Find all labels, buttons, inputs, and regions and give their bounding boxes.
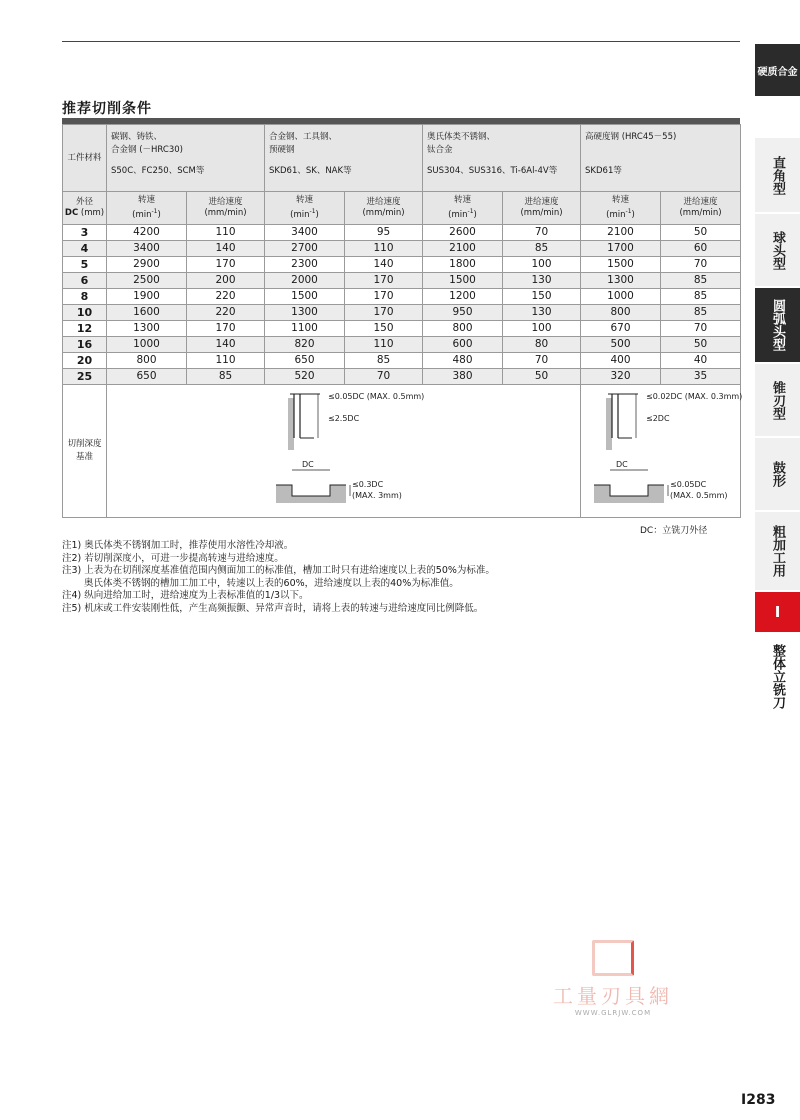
feed-cell: 70	[503, 353, 581, 369]
feed-cell: 70	[661, 257, 741, 273]
feed-cell: 200	[187, 273, 265, 289]
speed-cell: 1700	[581, 241, 661, 257]
feed-cell: 100	[503, 257, 581, 273]
tab-taper[interactable]: 锥刃型	[755, 364, 800, 436]
speed-cell: 650	[265, 353, 345, 369]
hard-slot-dc-label: DC	[616, 460, 628, 469]
speed-cell: 1000	[581, 289, 661, 305]
speed-cell: 1300	[581, 273, 661, 289]
speed-cell: 2500	[107, 273, 187, 289]
material-col-2: 合金钢、工具钢、 预硬钢 SKD61、SK、NAK等	[265, 125, 423, 192]
feed-cell: 110	[345, 241, 423, 257]
data-body	[63, 225, 741, 385]
feed-cell: 130	[503, 273, 581, 289]
std-slot-depth-label: ≤0.3DC	[352, 480, 384, 489]
feed-cell: 140	[187, 241, 265, 257]
speed-header: 转速 $(\min^{-1})$	[265, 192, 345, 225]
speed-cell: 400	[581, 353, 661, 369]
feed-cell: 40	[661, 353, 741, 369]
tab-carbide[interactable]: 硬质合金	[755, 44, 800, 96]
top-rule	[62, 41, 740, 42]
speed-cell: 800	[423, 321, 503, 337]
dc-cell: 12	[63, 321, 107, 337]
speed-cell: 2100	[581, 225, 661, 241]
material-col-1: 碳钢、铸铁、 合金钢 (－HRC30) S50C、FC250、SCM等	[107, 125, 265, 192]
table-row	[63, 241, 741, 257]
header-row	[63, 192, 741, 225]
speed-cell: 3400	[107, 241, 187, 257]
tab-section-i[interactable]: I	[755, 592, 800, 632]
speed-cell: 320	[581, 369, 661, 385]
feed-cell: 170	[187, 321, 265, 337]
speed-cell: 480	[423, 353, 503, 369]
note-3-cont: 奥氏体类不锈钢的槽加工加工中，转速以上表的60%，进给速度以上表的40%为标准值。	[62, 577, 459, 589]
feed-cell: 50	[503, 369, 581, 385]
note-5: 注5) 机床或工件安装刚性低，产生高频振颤、异常声音时，请将上表的转速与进给速度同比例降低。	[62, 602, 484, 614]
speed-cell: 2700	[265, 241, 345, 257]
table-row	[63, 225, 741, 241]
speed-header: 转速 $(\min^{-1})$	[581, 192, 661, 225]
tab-roughing[interactable]: 粗加工用	[755, 512, 800, 590]
dc-cell: 25	[63, 369, 107, 385]
speed-header: 转速 $(\min^{-1})$	[423, 192, 503, 225]
speed-cell: 2300	[265, 257, 345, 273]
speed-cell: 1600	[107, 305, 187, 321]
speed-cell: 3400	[265, 225, 345, 241]
feed-cell: 85	[503, 241, 581, 257]
watermark: 工量刃具網 WWW.GLRJW.COM	[538, 940, 688, 1017]
speed-cell: 800	[107, 353, 187, 369]
feed-cell: 85	[661, 273, 741, 289]
feed-cell: 80	[503, 337, 581, 353]
speed-cell: 500	[581, 337, 661, 353]
speed-cell: 4200	[107, 225, 187, 241]
feed-cell: 220	[187, 289, 265, 305]
material-col-3: 奥氏体类不锈钢、 钛合金 SUS304、SUS316、Ti-6Al-4V等	[423, 125, 581, 192]
speed-cell: 820	[265, 337, 345, 353]
page-number: I283	[741, 1092, 776, 1108]
feed-header: 进给速度 (mm/min)	[503, 192, 581, 225]
hard-side-depth-label: ≤0.02DC (MAX. 0.3mm)	[646, 392, 743, 401]
speed-cell: 2100	[423, 241, 503, 257]
tab-ball[interactable]: 球头型	[755, 214, 800, 286]
tab-square[interactable]: 直角型	[755, 138, 800, 212]
feed-cell: 85	[187, 369, 265, 385]
feed-cell: 110	[345, 337, 423, 353]
table-row	[63, 337, 741, 353]
feed-cell: 70	[345, 369, 423, 385]
speed-cell: 2900	[107, 257, 187, 273]
dc-cell: 16	[63, 337, 107, 353]
dc-header: 外径 DC (mm)	[63, 192, 107, 225]
notes	[62, 540, 495, 615]
std-side-height-label: ≤2.5DC	[328, 414, 360, 423]
tab-solid-endmill: 整体立铣刀	[755, 636, 800, 716]
table-row	[63, 369, 741, 385]
feed-cell: 140	[345, 257, 423, 273]
speed-cell: 950	[423, 305, 503, 321]
speed-cell: 1500	[581, 257, 661, 273]
speed-cell: 800	[581, 305, 661, 321]
feed-cell: 50	[661, 225, 741, 241]
feed-cell: 170	[345, 289, 423, 305]
feed-header: 进给速度 (mm/min)	[187, 192, 265, 225]
feed-cell: 150	[345, 321, 423, 337]
speed-cell: 1900	[107, 289, 187, 305]
material-label: 工件材料	[63, 125, 107, 192]
table-row	[63, 353, 741, 369]
feed-header: 进给速度 (mm/min)	[345, 192, 423, 225]
feed-cell: 170	[187, 257, 265, 273]
feed-cell: 85	[661, 305, 741, 321]
note-2: 注2) 若切削深度小，可进一步提高转速与进给速度。	[62, 552, 284, 564]
speed-cell: 650	[107, 369, 187, 385]
feed-cell: 85	[661, 289, 741, 305]
speed-cell: 2600	[423, 225, 503, 241]
dc-cell: 5	[63, 257, 107, 273]
dc-cell: 4	[63, 241, 107, 257]
std-side-depth-label: ≤0.05DC (MAX. 0.5mm)	[328, 392, 425, 401]
feed-cell: 110	[187, 225, 265, 241]
feed-header: 进给速度 (mm/min)	[661, 192, 741, 225]
speed-cell: 1500	[423, 273, 503, 289]
speed-cell: 1800	[423, 257, 503, 273]
feed-cell: 85	[345, 353, 423, 369]
watermark-logo-icon	[592, 940, 634, 976]
dc-cell: 6	[63, 273, 107, 289]
feed-cell: 170	[345, 305, 423, 321]
tab-radius[interactable]: 圆弧头型	[755, 288, 800, 362]
speed-cell: 1500	[265, 289, 345, 305]
speed-cell: 2000	[265, 273, 345, 289]
table-row	[63, 273, 741, 289]
speed-cell: 600	[423, 337, 503, 353]
section-title: 推荐切削条件	[62, 101, 152, 117]
speed-cell: 670	[581, 321, 661, 337]
speed-cell: 380	[423, 369, 503, 385]
speed-cell: 520	[265, 369, 345, 385]
std-slot-dc-label: DC	[302, 460, 314, 469]
feed-cell: 100	[503, 321, 581, 337]
depth-label: 切削深度 基准	[63, 385, 107, 518]
feed-cell: 70	[661, 321, 741, 337]
dc-cell: 10	[63, 305, 107, 321]
tab-barrel[interactable]: 鼓形	[755, 438, 800, 510]
speed-cell: 1100	[265, 321, 345, 337]
feed-cell: 110	[187, 353, 265, 369]
dc-note: DC：立铣刀外径	[640, 526, 708, 536]
feed-cell: 130	[503, 305, 581, 321]
feed-cell: 35	[661, 369, 741, 385]
note-3: 注3) 上表为在切削深度基准值范围内侧面加工的标准值，槽加工时只有进给速度以上表的50%为标准。	[62, 565, 495, 576]
feed-cell: 95	[345, 225, 423, 241]
feed-cell: 70	[503, 225, 581, 241]
speed-cell: 1000	[107, 337, 187, 353]
note-4: 注4) 纵向进给加工时，进给速度为上表标准值的1/3以下。	[62, 590, 309, 601]
feed-cell: 220	[187, 305, 265, 321]
feed-cell: 60	[661, 241, 741, 257]
dc-cell: 20	[63, 353, 107, 369]
dc-cell: 3	[63, 225, 107, 241]
feed-cell: 140	[187, 337, 265, 353]
std-slot-max-label: (MAX. 3mm)	[352, 491, 402, 500]
speed-header: 转速 $(\min^{-1})$	[107, 192, 187, 225]
table-row	[63, 289, 741, 305]
speed-cell: 1300	[265, 305, 345, 321]
table-row	[63, 321, 741, 337]
speed-cell: 1200	[423, 289, 503, 305]
table-row	[63, 305, 741, 321]
hard-slot-max-label: (MAX. 0.5mm)	[670, 491, 728, 500]
material-row	[63, 125, 741, 192]
dc-cell: 8	[63, 289, 107, 305]
feed-cell: 150	[503, 289, 581, 305]
speed-cell: 1300	[107, 321, 187, 337]
feed-cell: 170	[345, 273, 423, 289]
feed-cell: 50	[661, 337, 741, 353]
hard-slot-depth-label: ≤0.05DC	[670, 480, 707, 489]
material-col-4: 高硬度钢 (HRC45－55) SKD61等	[581, 125, 741, 192]
table-row	[63, 257, 741, 273]
note-1: 注1) 奥氏体类不锈钢加工时，推荐使用水溶性冷却液。	[62, 540, 294, 551]
hard-side-height-label: ≤2DC	[646, 414, 670, 423]
